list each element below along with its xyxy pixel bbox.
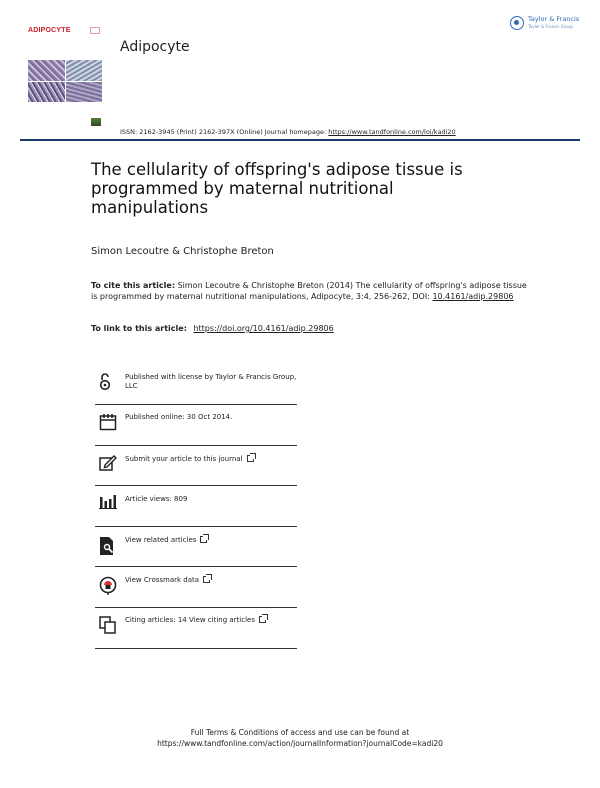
info-related[interactable] [95,527,297,567]
bar-chart-icon [95,495,125,509]
header-rule [20,139,580,141]
tf-logo-name: Taylor & Francis [528,15,580,23]
article-title: The cellularity of offspring's adipose tissue is programmed by maternal nutritional manipulations [91,160,463,217]
footer-terms-text: Full Terms & Conditions of access and use can be found at [190,728,410,737]
citation-text: Simon Lecoutre & Christophe Breton (2014) The cellularity of offspring's adipose tissue is programmed by maternal nutritional manipulations, Adipocyte, 3:4, 256-262, DOI: [91,281,527,301]
info-related-text: View related articles [125,536,197,544]
article-doi-link[interactable]: https://doi.org/10.4161/adip.29806 [193,324,334,333]
journal-homepage-link[interactable]: https://www.tandfonline.com/loi/kadi20 [328,128,456,136]
terms-footer [0,727,600,749]
article-info-list [95,365,297,649]
info-views-text: Article views: 809 [125,495,188,503]
info-submit[interactable] [95,446,297,486]
citation-block [91,280,531,302]
info-citing-text: Citing articles: 14 View citing articles [125,616,255,624]
info-citing[interactable] [95,608,297,649]
info-license [95,365,297,405]
info-crossmark[interactable] [95,567,297,608]
issn-line [120,128,456,136]
crossmark-icon [95,576,125,596]
search-doc-icon [95,536,125,556]
logo-mark-icon [90,27,100,34]
citation-doi-link[interactable]: 10.4161/adip.29806 [432,292,514,301]
calendar-icon [95,413,125,431]
external-link-icon [247,455,254,462]
link-label: To link to this article: [91,324,187,333]
info-submit-text: Submit your article to this journal [125,455,243,463]
article-authors: Simon Lecoutre & Christophe Breton [91,246,274,257]
external-link-icon [203,576,210,583]
issn-text: ISSN: 2162-3945 (Print) 2162-397X (Online) Journal homepage: [120,128,327,136]
info-license-text: Published with license by Taylor & Francis Group, LLC [125,373,297,390]
journal-name: Adipocyte [120,39,190,55]
tf-logo-icon [510,16,524,30]
thumbnail-icon [91,118,101,126]
journal-cover-image [28,60,102,102]
footer-terms-link[interactable]: https://www.tandfonline.com/action/journalInformation?journalCode=kadi20 [157,739,443,748]
external-link-icon [200,536,207,543]
info-published [95,405,297,446]
citation-label: To cite this article: [91,281,176,290]
citing-icon [95,616,125,634]
info-crossmark-text: View Crossmark data [125,576,200,584]
info-published-text: Published online: 30 Oct 2014. [125,413,233,421]
publisher-logo[interactable] [510,16,579,30]
info-views [95,486,297,527]
edit-icon [95,455,125,471]
open-access-icon [95,373,125,391]
journal-logo: ADIPOCYTE [28,27,71,34]
external-link-icon [259,616,266,623]
article-link-line [91,324,334,333]
tf-logo-group: Taylor & Francis Group [528,24,573,29]
